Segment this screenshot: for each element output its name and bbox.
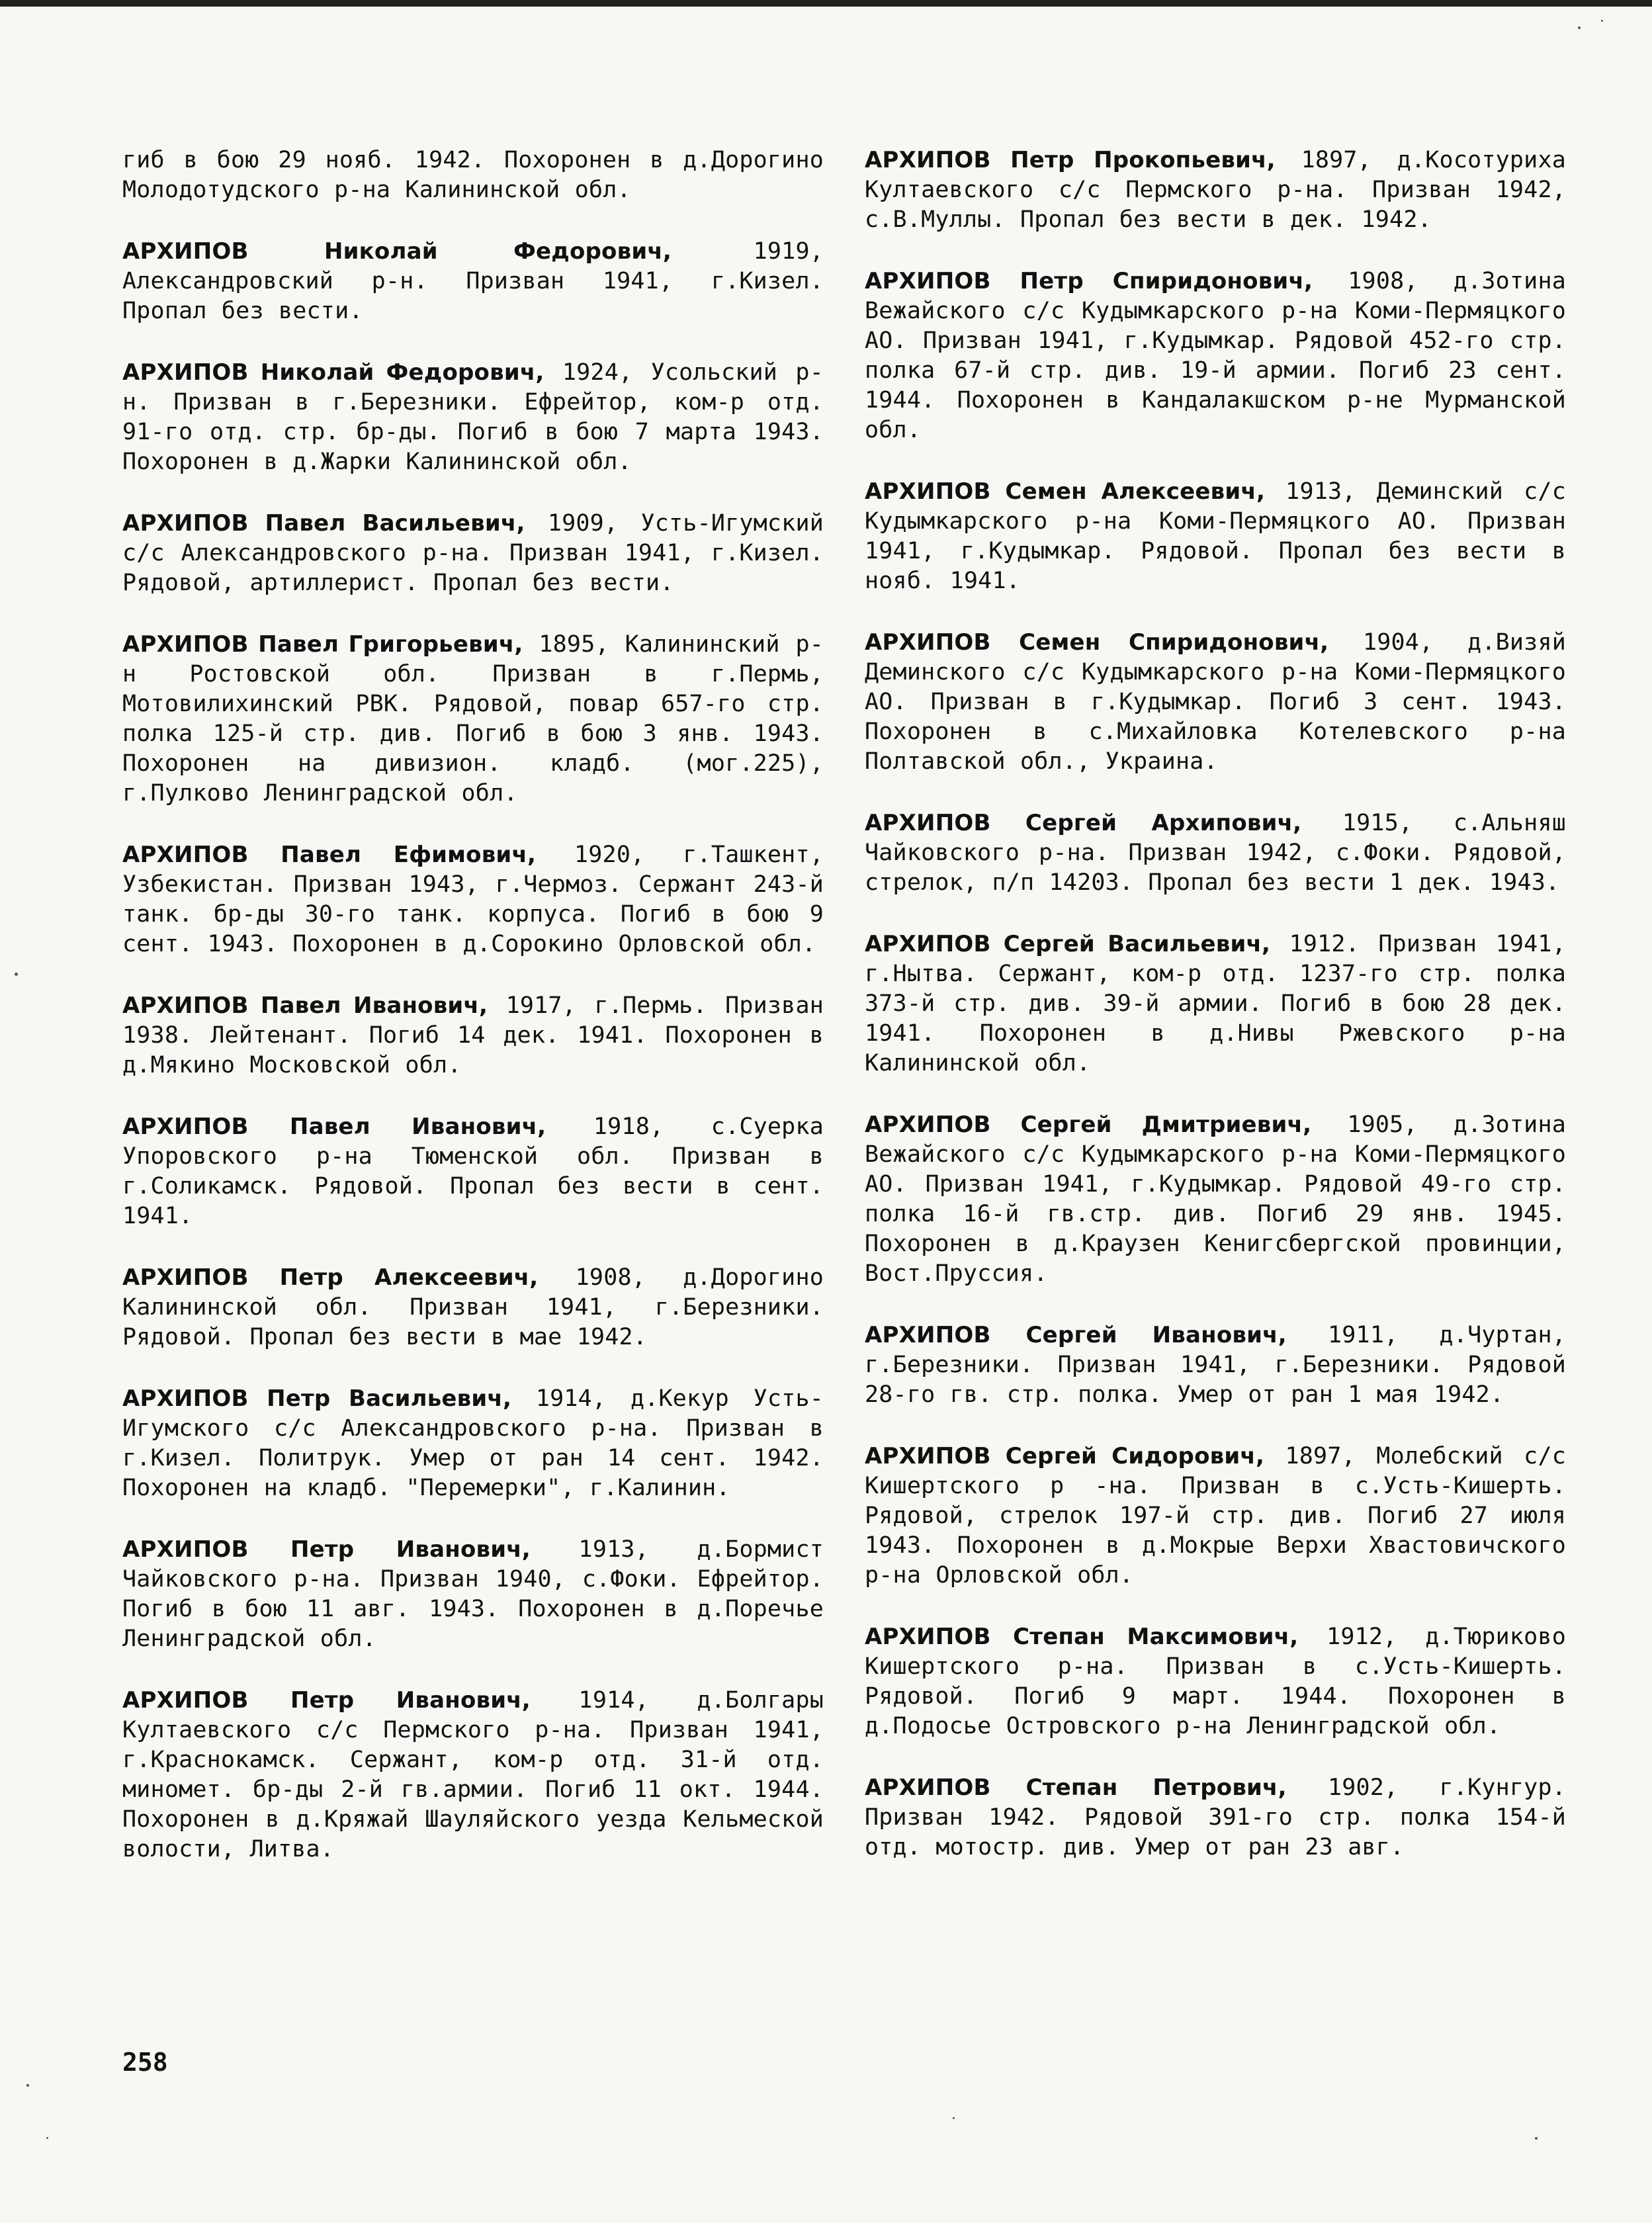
list-item xyxy=(865,628,1566,777)
entry-name: АРХИПОВ Сергей Архипович, xyxy=(865,810,1302,836)
entry-text: 1913, д.Бормист Чайковского р-на. Призван 1940, с.Фоки. Ефрейтор. Погиб в бою 11 авг. 1943. Похоронен в д.Поречье Ленинградской обл. xyxy=(122,1536,824,1652)
entry-name: АРХИПОВ Сергей Иванович, xyxy=(865,1322,1287,1348)
entry-name: АРХИПОВ Сергей Сидорович, xyxy=(865,1443,1265,1469)
list-item xyxy=(122,1535,824,1654)
list-item xyxy=(122,509,824,598)
scan-speck xyxy=(1578,26,1581,29)
list-item xyxy=(865,477,1566,596)
list-item xyxy=(122,1112,824,1231)
entry-text: 1918, с.Суерка Упоровского р-на Тюменской обл. Призван в г.Соликамск. Рядовой. Пропал без вести в сент. 1941. xyxy=(122,1113,824,1229)
entry-text: 1917, г.Пермь. Призван 1938. Лейтенант. Погиб 14 дек. 1941. Похоронен в д.Мякино Московской обл. xyxy=(122,992,824,1078)
list-item xyxy=(122,237,824,326)
entry-name: АРХИПОВ Семен Спиридонович, xyxy=(865,629,1329,656)
list-item xyxy=(122,1686,824,1864)
entry-text: 1919, Александровский р-н. Призван 1941, г.Кизел. Пропал без вести. xyxy=(122,238,824,324)
list-item xyxy=(865,1773,1566,1862)
list-item xyxy=(122,358,824,477)
entry-name: АРХИПОВ Петр Васильевич, xyxy=(122,1385,512,1412)
entry-name: АРХИПОВ Николай Федорович, xyxy=(122,359,544,386)
scan-speck xyxy=(1535,2137,1538,2140)
list-item xyxy=(122,840,824,959)
entry-name: АРХИПОВ Сергей Васильевич, xyxy=(865,931,1271,957)
entry-text: 1914, д.Кекур Усть-Игумского с/с Александровского р-на. Призван в г.Кизел. Политрук. Умер от ран 14 сент. 1942. Похоронен на кладб. "Перемерки", г.Калинин. xyxy=(122,1385,824,1501)
entry-text: 1920, г.Ташкент, Узбекистан. Призван 1943, г.Чермоз. Сержант 243-й танк. бр-ды 30-го танк. корпуса. Погиб в бою 9 сент. 1943. Похоронен в д.Сорокино Орловской обл. xyxy=(122,842,824,957)
list-item xyxy=(865,267,1566,445)
entry-name: АРХИПОВ Павел Ефимович, xyxy=(122,842,537,868)
list-item xyxy=(865,930,1566,1078)
entry-name: АРХИПОВ Степан Максимович, xyxy=(865,1624,1299,1650)
entry-name: АРХИПОВ Петр Спиридонович, xyxy=(865,268,1313,294)
list-item xyxy=(122,991,824,1080)
list-item xyxy=(865,146,1566,235)
entry-name: АРХИПОВ Петр Иванович, xyxy=(122,1536,531,1563)
entry-text: 1912. Призван 1941, г.Нытва. Сержант, ком-р отд. 1237-го стр. полка 373-й стр. див. 39-й армии. Погиб в бою 28 дек. 1941. Похоронен в д.Нивы Ржевского р-на Калининской обл. xyxy=(865,931,1566,1076)
entry-name: АРХИПОВ Петр Прокопьевич, xyxy=(865,147,1276,173)
entry-text: 1914, д.Болгары Култаевского с/с Пермского р-на. Призван 1941, г.Краснокамск. Сержант, ком-р отд. 31-й отд. миномет. бр-ды 2-й гв.армии. Погиб 11 окт. 1944. Похоронен в д.Кряжай Шауляйского уезда Кельмеской волости, Литва. xyxy=(122,1687,824,1862)
entry-name: АРХИПОВ Павел Васильевич, xyxy=(122,510,525,537)
entry-text: 1911, д.Чуртан, г.Березники. Призван 1941, г.Березники. Рядовой 28-го гв. стр. полка. Умер от ран 1 мая 1942. xyxy=(865,1322,1566,1408)
entry-text: 1902, г.Кунгур. Призван 1942. Рядовой 391-го стр. полка 154-й отд. мотостр. див. Умер от ран 23 авг. xyxy=(865,1774,1567,1860)
entry-name: АРХИПОВ Павел Иванович, xyxy=(122,1113,546,1140)
list-item xyxy=(122,1263,824,1352)
top-border-rule xyxy=(0,0,1652,7)
entry-text: 1913, Деминский с/с Кудымкарского р-на Коми-Пермяцкого АО. Призван 1941, г.Кудымкар. Рядовой. Пропал без вести в нояб. 1941. xyxy=(865,478,1566,594)
entry-name: АРХИПОВ Сергей Дмитриевич, xyxy=(865,1112,1312,1138)
entry-name: АРХИПОВ Степан Петрович, xyxy=(865,1774,1287,1801)
list-item xyxy=(122,146,824,205)
right-column xyxy=(865,146,1566,1894)
entry-text: 1924, Усольский р-н. Призван в г.Березники. Ефрейтор, ком-р отд. 91-го отд. стр. бр-ды. Погиб в бою 7 марта 1943. Похоронен в д.Жарки Калининской обл. xyxy=(122,359,824,475)
scan-speck xyxy=(46,2137,48,2139)
list-item xyxy=(122,630,824,808)
entry-name: АРХИПОВ Петр Алексеевич, xyxy=(122,1264,539,1291)
entry-text: 1915, с.Альняш Чайковского р-на. Призван 1942, с.Фоки. Рядовой, стрелок, п/п 14203. Пропал без вести 1 дек. 1943. xyxy=(865,810,1566,896)
scan-speck xyxy=(15,973,18,976)
list-item xyxy=(865,1622,1566,1741)
entry-text: 1912, д.Тюриково Кишертского р-на. Призван в с.Усть-Кишерть. Рядовой. Погиб 9 март. 1944. Похоронен в д.Подосье Островского р-на Ленинградской обл. xyxy=(865,1624,1566,1739)
entry-text: 1897, Молебский с/с Кишертского р -на. Призван в с.Усть-Кишерть. Рядовой, стрелок 197-й стр. див. Погиб 27 июля 1943. Похоронен в д.Мокрые Верхи Хвастовичского р-на Орловской обл. xyxy=(865,1443,1566,1589)
entry-name: АРХИПОВ Павел Иванович, xyxy=(122,992,488,1019)
entry-text: 1908, д.Дорогино Калининской обл. Призван 1941, г.Березники. Рядовой. Пропал без вести в мае 1942. xyxy=(122,1264,824,1350)
entry-name: АРХИПОВ Семен Алексеевич, xyxy=(865,478,1266,505)
list-item xyxy=(122,1384,824,1503)
entry-name: АРХИПОВ Петр Иванович, xyxy=(122,1687,531,1714)
list-item xyxy=(865,1321,1566,1410)
entry-name: АРХИПОВ Николай Федорович, xyxy=(122,238,672,265)
entry-text: 1904, д.Визяй Деминского с/с Кудымкарского р-на Коми-Пермяцкого АО. Призван в г.Кудымкар. Погиб 3 сент. 1943. Похоронен в с.Михайловка Котелевского р-на Полтавской обл., Украина. xyxy=(865,629,1566,775)
entry-text: 1895, Калининский р-н Ростовской обл. Призван в г.Пермь, Мотовилихинский РВК. Рядовой, повар 657-го стр. полка 125-й стр. див. Погиб в бою 3 янв. 1943. Похоронен на дивизион. кладб. (мог.225), г.Пулково Ленинградской обл. xyxy=(122,631,824,806)
entry-text: 1909, Усть-Игумский с/с Александровского р-на. Призван 1941, г.Кизел. Рядовой, артиллерист. Пропал без вести. xyxy=(122,510,824,596)
page-number: 258 xyxy=(122,2048,168,2077)
list-item xyxy=(865,808,1566,898)
scan-speck xyxy=(26,2084,29,2087)
left-column xyxy=(122,146,824,1896)
entry-text: 1897, д.Косотуриха Култаевского с/с Пермского р-на. Призван 1942, с.В.Муллы. Пропал без вести в дек. 1942. xyxy=(865,147,1566,233)
entry-text: 1905, д.Зотина Вежайского с/с Кудымкарского р-на Коми-Пермяцкого АО. Призван 1941, г.Кудымкар. Рядовой 49-го стр. полка 16-й гв.стр. див. Погиб 29 янв. 1945. Похоронен в д.Краузен Кенигсбергской провинции, Вост.Пруссия. xyxy=(865,1112,1566,1287)
list-item xyxy=(865,1442,1566,1591)
entry-text: 1908, д.Зотина Вежайского с/с Кудымкарского р-на Коми-Пермяцкого АО. Призван 1941, г.Кудымкар. Рядовой 452-го стр. полка 67-й стр. див. 19-й армии. Погиб 23 сент. 1944. Похоронен в Кандалакшском р-не Мурманской обл. xyxy=(865,268,1566,443)
scan-speck xyxy=(953,2117,955,2119)
entry-text: гиб в бою 29 нояб. 1942. Похоронен в д.Дорогино Молодотудского р-на Калининской обл. xyxy=(122,147,824,203)
scan-speck xyxy=(1601,20,1603,22)
list-item xyxy=(865,1110,1566,1289)
entry-name: АРХИПОВ Павел Григорьевич, xyxy=(122,631,523,658)
